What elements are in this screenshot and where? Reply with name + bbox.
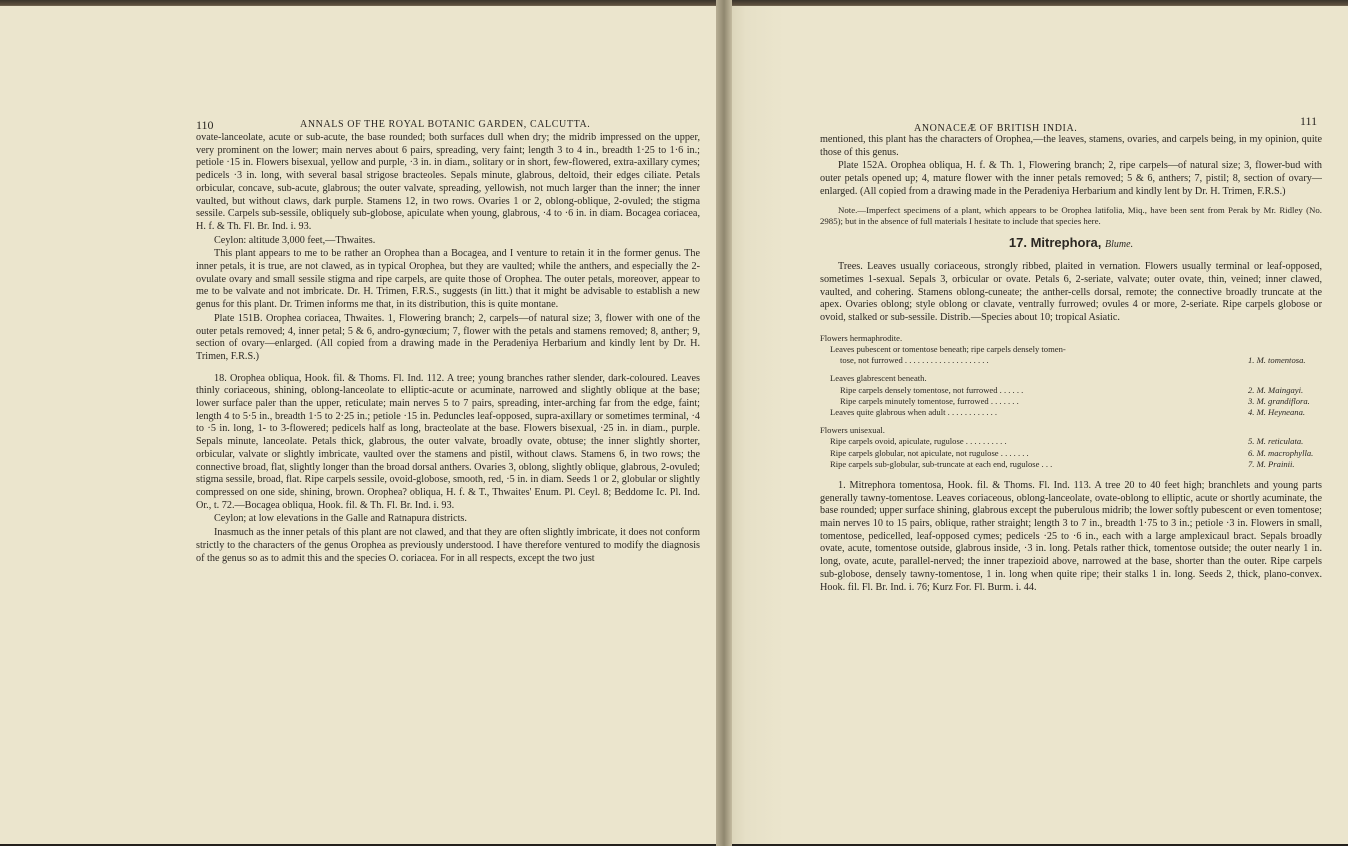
species-key [820,333,1322,470]
key-result: 7. M. Prainii. [1248,458,1295,469]
key-result: 6. M. macrophylla. [1248,447,1314,458]
key-result: 1. M. tomentosa. [1248,355,1306,366]
running-head-left: ANNALS OF THE ROYAL BOTANIC GARDEN, CALCUTTA. [300,119,591,130]
key-line: Leaves pubescent or tomentose beneath; ripe carpels densely tomen- [830,343,1066,354]
key-line: Ripe carpels globular, not apiculate, not rugulose . . . . . . . [830,447,1029,458]
left-text-column [196,132,700,566]
discussion-paragraph: Inasmuch as the inner petals of this plant are not clawed, and that they are often slightly imbricate, it does not conform strictly to the characters of the genus Orophea as previously understood. I have therefore ventured to modify the diagnosis of the genus so as to admit this and the species O. coriacea. For in all respects, except the two just [196,527,700,564]
plate-caption: Plate 152A. Orophea obliqua, H. f. & Th. 1, Flowering branch; 2, ripe carpels—of natural size; 3, flower-bud with outer petals opened up; 4, mature flower with the inner petals removed; 5 & 6, anthers; 7, pistil; 8, section of ovary—enlarged. (All copied from a drawing made in the Peradeniya Herbarium and kindly lent by Dr. H. Trimen, F.R.S.) [820,160,1322,197]
species-entry-mitrephora-tomentosa: 1. Mitrephora tomentosa, Hook. fil. & Thoms. Fl. Ind. 113. A tree 20 to 40 feet high; branchlets and young parts generally tawny-tomentose. Leaves coriaceous, oblong-lanceolate, ovate-oblong to elliptic, acute or shortly acuminate, the base rounded; upper surface shining, glabrous except the puberulous midrib; the lower softly pubescent or even tomentose; main nerves 10 to 15 pairs, oblique, rather straight; length 3 to 7 in., breadth 1·75 to 3 in.; petiole ·3 in. Flowers in small, tomentose, pedicelled, leaf-opposed cymes; pedicels ·25 to ·6 in., each with a large amplexicaul bract. Sepals broadly ovate, acute, tomentose outside, glabrous inside, ·3 in. long. Petals rather thick, tomentose outside; the outer nearly 1 in. long, ovate, acute, parallel-nerved; the inner trapezioid above, narrowed at the base, shorter than the outer. Ripe carpels sub-globose, densely tawny-tomentose, 1 in. long when quite ripe; their stalks 1 in. long. Seeds 2, thick, plano-convex. Hook. fil. Fl. Br. Ind. i. 76; Kurz For. Fl. Burm. i. 44. [820,479,1322,593]
key-heading: Flowers unisexual. [820,425,885,436]
key-result: 5. M. reticulata. [1248,436,1304,447]
key-line: Ripe carpels minutely tomentose, furrowed . . . . . . . [840,395,1019,406]
page-number-right: 111 [1300,114,1318,128]
key-line: Ripe carpels ovoid, apiculate, rugulose . . . . . . . . . . [830,436,1007,447]
key-heading: Leaves glabrescent beneath. [830,373,927,384]
key-line: tose, not furrowed . . . . . . . . . . . . . . . . . . . . [840,355,989,366]
key-result: 4. M. Heyneana. [1248,406,1306,417]
species-entry-orophea-obliqua: 18. Orophea obliqua, Hook. fil. & Thoms. Fl. Ind. 112. A tree; young branches rather slender, dark-coloured. Leaves thinly coriaceous, shining, oblong-lanceolate to elliptic-acute or acuminate, narrowed and slightly oblique at the base; lower surface paler than the upper, reticulate; main nerves 5 to 7 pairs, spreading, inter-arching far from the edge, faint; length 4 to 5·5 in., breadth 1·5 to 2·25 in.; petiole ·15 in. Peduncles leaf-opposed, supra-axillary or sometimes terminal, ·4 to ·5 in. long, 1- to 3-flowered; pedicels half as long, bracteolate at the base. Flowers bisexual, ·25 in. in diam., purple. Sepals minute, lanceolate. Petals thick, glabrous, the outer valvate, broadly ovate, obtuse; the inner slightly shorter, orbicular, valvate or slightly imbricate, vaulted over the stamens and pistil, without claws. Stamens 6, in two rows; the connective broad, flat, slightly longer than the broad dorsal anthers. Ovaries 3, oblong, slightly oblique, glabrous, 2-ovuled; stigma sessile, broad, flat. Ripe carpels sessile, ovoid-globose, smooth, red, ·5 in. in diam. Seeds 1 or 2, globular or slightly compressed on one side, shining, brown. Orophea? obliqua, H. f. & T., Thwaites' Enum. Pl. Ceyl. 8; Beddome Ic. Pl. Ind. Or., t. 72.—Bocagea obliqua, Hook. fil. & Th. Fl. Br. Ind. i. 93. [196,372,700,511]
key-line: Ripe carpels densely tomentose, not furrowed . . . . . . [840,384,1024,395]
note: Note.—Imperfect specimens of a plant, which appears to be Orophea latifolia, Miq., have been sent from Perak by Mr. Ridley (No. 2985); but in the absence of full materials I hesitate to include that species here. [820,204,1322,226]
key-result: 2. M. Maingayi. [1248,384,1304,395]
continued-paragraph: mentioned, this plant has the characters of Orophea,—the leaves, stamens, ovaries, and carpels being, in my opinion, quite those of this genus. [820,134,1322,158]
species-description: ovate-lanceolate, acute or sub-acute, the base rounded; both surfaces dull when dry; the midrib impressed on the upper, very prominent on the lower; main nerves about 6 pairs, spreading, very faint; length 3 to 4 in., breadth 1·25 to 1·6 in.; petiole ·15 in. Flowers bisexual, yellow and purple, ·3 in. in diam., solitary or in short, few-flowered, extra-axillary cymes; pedicels ·3 in. long, with several basal strigose bracteoles. Sepals minute, glabrous, deltoid, their edges ciliate. Petals orbicular, concave, sub-acute, glabrous; the outer valvate, spreading, yellowish, not much larger than the inner; the inner vaulted, but without claws, dark purple. Stamens 12, in two rows. Ovaries 1 or 2, oblong-oblique, 2-ovuled; the stigma sessile. Carpels sub-sessile, obliquely sub-globose, apiculate when young, glabrous, ·4 to ·6 in. in diam. Bocagea coriacea, H. f. & Th. Fl. Br. Ind. i. 93. [196,132,700,232]
left-page [0,6,724,844]
genus-heading [820,234,1322,252]
right-text-column [820,134,1322,595]
key-line: Ripe carpels sub-globular, sub-truncate at each end, rugulose . . . [830,458,1053,469]
key-result: 3. M. grandiflora. [1248,395,1310,406]
right-page [724,6,1348,844]
distribution: Ceylon; at low elevations in the Galle and Ratnapura districts. [214,513,467,525]
running-head-right: ANONACEÆ OF BRITISH INDIA. [914,123,1078,134]
genus-description: Trees. Leaves usually coriaceous, strongly ribbed, plaited in vernation. Flowers usually terminal or leaf-opposed, sometimes 1-sexual. Sepals 3, orbicular or ovate. Petals 6, 2-seriate, valvate; outer ovate, thin, veined; inner clawed, vaulted, and cohering. Stamens oblong-cuneate; the anther-cells dorsal, remote; the connective broadly truncate at the apex. Ovaries oblong; style oblong or clavate, ventrally furrowed; ovules 4 or more, 2-seriate. Ripe carpels globose or ovoid, stalked or sub-sessile. Distrib.—Species about 10; tropical Asiatic. [820,261,1322,324]
book-spine [716,0,732,846]
plate-caption: Plate 151B. Orophea coriacea, Thwaites. 1, Flowering branch; 2, carpels—of natural size; 3, flower with one of the outer petals removed; 4, inner petal; 5 & 6, andro-gynœcium; 7, flower with the petals and stamens removed; 8, anther; 9, section of ovary—enlarged. (All copied from a drawing made in the Peradeniya Herbarium and kindly lent by Dr. H. Trimen, F.R.S.) [196,312,700,362]
genus-name: 17. Mitrephora, [1008,234,1102,250]
genus-author: Blume. [1105,238,1134,250]
distribution: Ceylon: altitude 3,000 feet,—Thwaites. [214,234,376,246]
key-heading: Flowers hermaphrodite. [820,332,903,343]
discussion-paragraph: This plant appears to me to be rather an Orophea than a Bocagea, and I venture to retain it in the former genus. The inner petals, it is true, are not clawed, as in typical Orophea, but they are vaulted; while the anthers, and especially the 2-ovulate ovary and small sessile stigma and ripe carpels, are quite those of Orophea. The outer petals, moreover, appear to me to be valvate and not imbricate. Dr. H. Trimen, F.R.S., suggests (in litt.) that it might be advisable to establish a new genus for this plant. Dr. Trimen informs me that, in its distribution, this is quite montane. [196,248,700,311]
page-number-left: 110 [196,118,214,132]
key-line: Leaves quite glabrous when adult . . . . . . . . . . . . [830,406,998,417]
